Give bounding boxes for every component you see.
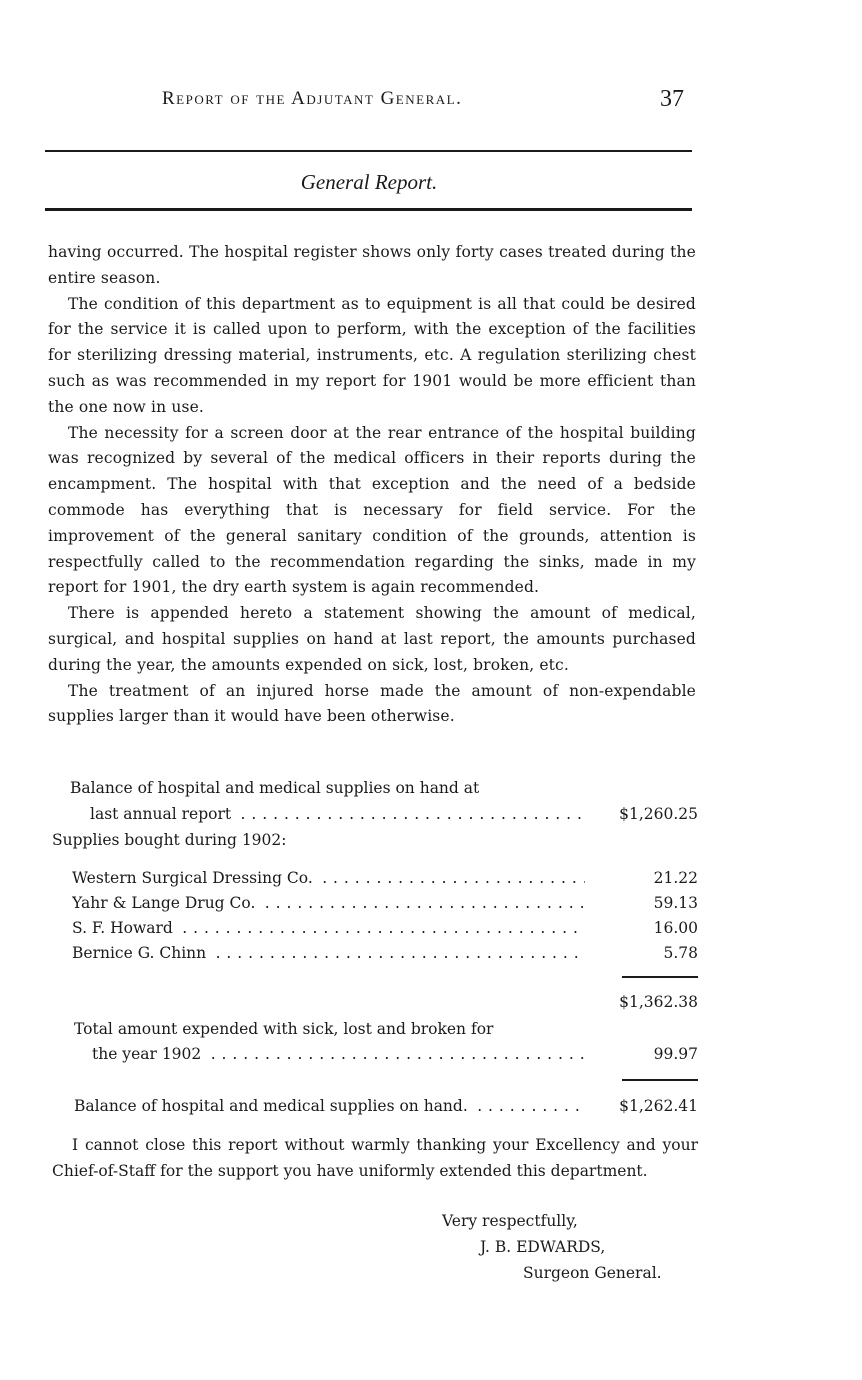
signer-name: J. B. EDWARDS, [480,1238,606,1256]
closing-text [52,1132,698,1184]
header-rule-top [45,150,692,152]
ledger-amount: $1,260.25 [619,805,698,823]
supplier-name: Bernice G. Chinn . . . [72,940,585,966]
ledger-row [50,827,698,853]
supplier-amount: 5.78 [663,944,698,962]
ledger-row [50,801,698,827]
subtotal-row [50,989,698,1015]
ledger-label: Balance of hospital and medical supplies on hand. . . . [74,1093,585,1119]
paragraph: The necessity for a screen door at the rear entrance of the hospital building was recognized by several of the medical officers in their reports during the encampment. The hospital with that exception and the need of a bedside commode has everything that is necessary for field service. For the improvement of the general sanitary condition of the grounds, attention is respectfully called to the recommendation regarding the sinks, made in my report for 1901, the dry earth system is again recommended. [48,423,696,597]
expended-amount: 99.97 [653,1045,698,1063]
final-balance-amount: $1,262.41 [619,1097,698,1115]
supplier-name: Yahr & Lange Drug Co. . . . [72,890,585,916]
ledger-row [50,1016,698,1042]
supplier-row [50,890,698,916]
ledger-label: Total amount expended with sick, lost and broken for [74,1016,614,1042]
paragraph: having occurred. The hospital register shows only forty cases treated during the entire season. [48,243,696,287]
supplier-amount: 16.00 [653,919,698,937]
supplier-amount: 59.13 [653,894,698,912]
page-number: 37 [660,86,684,112]
sum-rule [622,1079,698,1081]
supplier-row [50,865,698,891]
ledger-row [50,775,698,801]
ledger-row [50,1041,698,1067]
body-text [48,240,696,730]
supplier-name: Western Surgical Dressing Co. . . . [72,865,585,891]
paragraph: I cannot close this report without warmly thanking your Excellency and your Chief-of-Staff for the support you have uniformly extended this department. [52,1136,698,1180]
supplier-row [50,915,698,941]
salutation: Very respectfully, [442,1212,578,1230]
final-balance-row [50,1093,698,1119]
signer-title: Surgeon General. [523,1264,662,1282]
ledger-label: Balance of hospital and medical supplies on hand at [70,775,610,801]
paragraph: The condition of this department as to equipment is all that could be desired for the service it is called upon to perform, with the exception of the facilities for sterilizing dressing material, instruments, etc. A regulation sterilizing chest such as was recommended in my report for 1901 would be more efficient than the one now in use. [48,294,696,416]
ledger-label: last annual report . . . [90,801,585,827]
ledger-heading: Supplies bought during 1902: [52,827,592,853]
running-head: Report of the Adjutant General. [162,88,463,109]
supplier-row [50,940,698,966]
paragraph: There is appended hereto a statement showing the amount of medical, surgical, and hospital supplies on hand at last report, the amounts purchased during the year, the amounts expended on sick, lost, broken, etc. [48,604,696,674]
sum-rule [622,976,698,978]
paragraph: The treatment of an injured horse made the amount of non-expendable supplies larger than it would have been otherwise. [48,681,696,726]
supplier-amount: 21.22 [653,869,698,887]
ledger-label: the year 1902 . . . [92,1041,585,1067]
section-title: General Report. [300,170,438,194]
supplier-name: S. F. Howard . . . [72,915,585,941]
subtotal-amount: $1,362.38 [619,993,698,1011]
header-rule-bottom [45,208,692,211]
